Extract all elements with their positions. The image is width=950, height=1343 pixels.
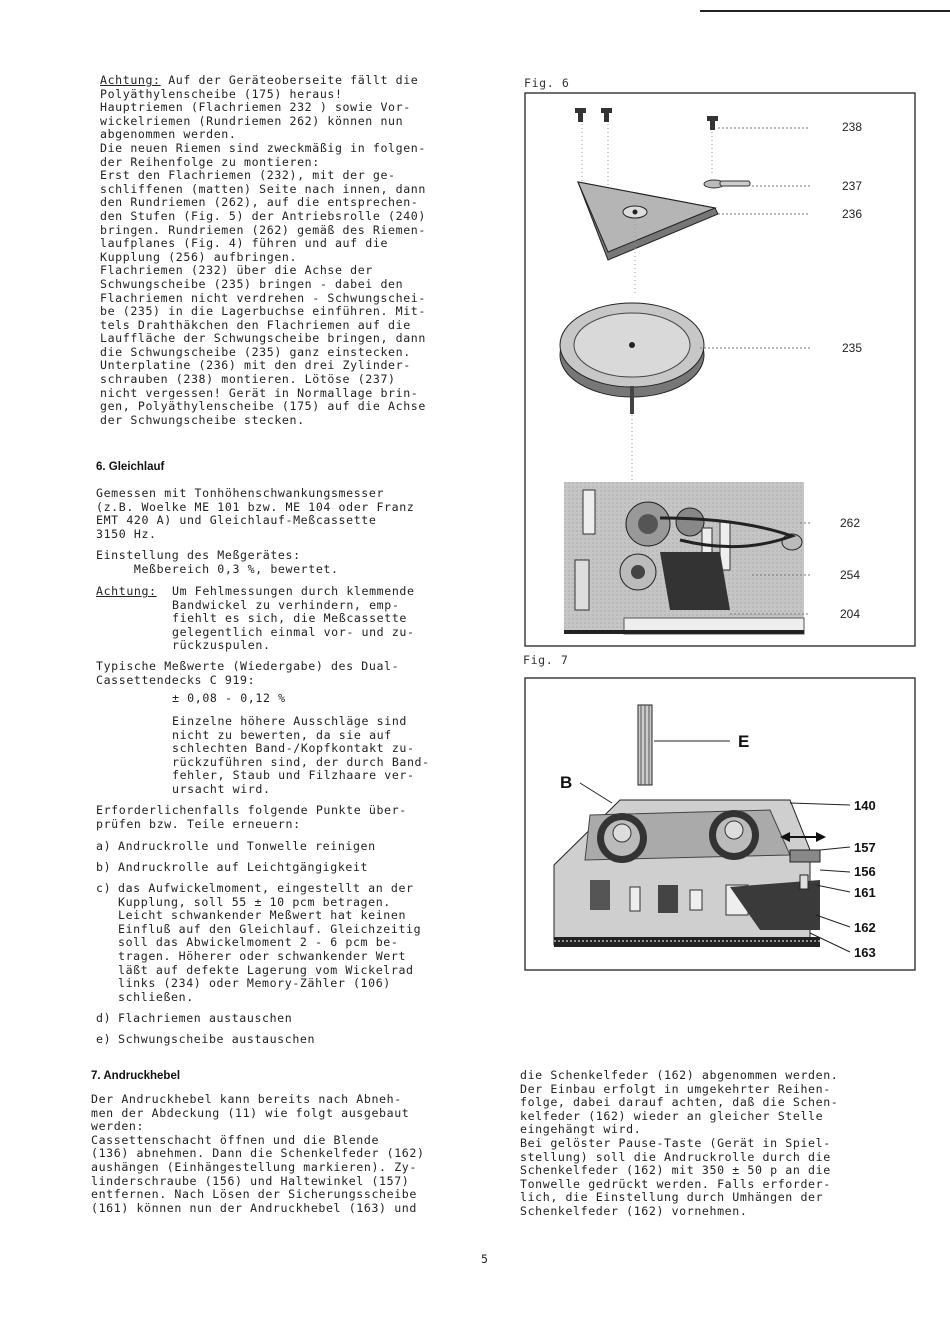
label-b: B: [560, 773, 573, 792]
andruckhebel-text-continued: die Schenkelfeder (162) abgenommen werden. Der Einbau erfolgt in umgekehrter Reihen- folge, dabei darauf achten, daß die Schen- kelfeder (162) wieder an gleicher Stelle eingehängt wird. Bei gelöster Pause-Taste (Gerät in Spiel- stellung) soll die Andruckrolle durch die Schenkelfeder (162) mit 350 ± 50 p an die Tonwelle gedrückt werden. Falls erforder- lich, die Einstellung durch Umhängen der Schenkelfeder (162) vornehmen.: [520, 1068, 839, 1218]
list-item-a-text: Andruckrolle und Tonwelle reinigen: [118, 839, 376, 853]
label-163: 163: [854, 945, 876, 960]
fig7-caption: Fig. 7: [523, 653, 569, 667]
section-7-heading: 7. Andruckhebel: [91, 1070, 181, 1082]
section-intro-text: [100, 74, 426, 427]
list-item-e-text: Schwungscheibe austauschen: [118, 1032, 316, 1046]
label-157: 157: [854, 840, 876, 855]
page-number: 5: [481, 1252, 489, 1266]
gleichlauf-achtung-text: Um Fehlmessungen durch klemmende Bandwickel zu verhindern, emp- fiehlt es sich, die Meßcassette gelegentlich einmal vor- und zu- rückzuspulen.: [172, 584, 415, 653]
label-235: 235: [842, 341, 863, 355]
label-e: E: [738, 732, 750, 751]
list-item-d: d): [96, 1011, 112, 1025]
label-156: 156: [854, 864, 876, 879]
label-140: 140: [854, 798, 876, 813]
chassis-photo: [554, 800, 820, 947]
top-rule: [700, 10, 950, 12]
list-item-a: a): [96, 839, 112, 853]
label-238: 238: [842, 120, 863, 134]
section-6-heading: 6. Gleichlauf: [96, 461, 165, 473]
typical-values-intro: Typische Meßwerte (Wiedergabe) des Dual- Cassettendecks C 919:: [96, 659, 400, 687]
list-item-c-text: das Aufwickelmoment, eingestellt an der Kupplung, soll 55 ± 10 pcm betragen. Leicht schwankender Meßwert hat keinen Einfluß auf den Gleichlauf. Gleichzeitig soll das Abwickelmoment 2 - 6 pcm be- tragen. Höherer oder schwankender Wert läßt auf defekte Lagerung vom Wickelrad links (234) oder Memory-Zähler (106) schließen.: [118, 881, 422, 1004]
label-162: 162: [854, 920, 876, 935]
label-204: 204: [840, 607, 861, 621]
fig6-exploded-view: [520, 90, 920, 650]
capstan-e-icon: [638, 705, 652, 785]
fig6-caption: Fig. 6: [524, 76, 570, 90]
list-item-b: b): [96, 860, 112, 874]
label-236: 236: [842, 207, 863, 221]
fig7-pressure-lever-view: [520, 675, 920, 975]
check-intro: Erforderlichenfalls folgende Punkte über- prüfen bzw. Teile erneuern:: [96, 803, 407, 831]
capstan-mechanism-photo: [564, 482, 804, 634]
belt-instructions: Polyäthylenscheibe (175) heraus! Hauptriemen (Flachriemen 232 ) sowie Vor- wickelriemen (Rundriemen 262) können nun abgenommen werden. Die neuen Riemen sind zweckmäßig in folgen- der Reihenfolge zu montieren: Erst den Flachriemen (232), mit der ge- schliffenen (matten) Seite nach innen, dann den Rundriemen (262), auf die entsprechen- den Stufen (Fig. 5) der Antriebsrolle (240) bringen. Rundriemen (262) gemäß des Riemen- laufplanes (Fig. 4) führen und auf die Kupplung (256) aufbringen. Flachriemen (232) über die Achse der Schwungscheibe (235) bringen - dabei den Flachriemen nicht verdrehen - Schwungschei- be (235) in die Lagerbuchse einführen. Mit- tels Drahthäkchen den Flachriemen auf die Lauffläche der Schwungscheibe bringen, dann die Schwungscheibe (235) ganz einstecken. Unterplatine (236) mit den drei Zylinder- schrauben (238) montieren. Lötöse (237) nicht vergessen! Gerät in Normallage brin- gen, Polyäthylenscheibe (175) auf die Achse der Schwungscheibe stecken.: [100, 86, 426, 427]
label-161: 161: [854, 885, 876, 900]
gleichlauf-achtung-label: Achtung:: [96, 584, 157, 598]
label-237: 237: [842, 179, 863, 193]
typical-values-note: Einzelne höhere Ausschläge sind nicht zu bewerten, da sie auf schlechten Band-/Kopfkontakt zu- rückzuführen sind, der durch Band- fehler, Staub und Filzhaare ver- ursacht wird.: [172, 714, 430, 796]
list-item-c: c): [96, 881, 112, 895]
label-254: 254: [840, 568, 861, 582]
gleichlauf-measuring: Gemessen mit Tonhöhenschwankungsmesser (z.B. Woelke ME 101 bzw. ME 104 oder Franz EMT 420 A) und Gleichlauf-Meßcassette 3150 Hz.: [96, 486, 415, 541]
gleichlauf-setting: Einstellung des Meßgerätes: Meßbereich 0,3 %, bewertet.: [96, 548, 339, 576]
achtung-text: Auf der Geräteoberseite fällt die: [160, 73, 419, 87]
list-item-d-text: Flachriemen austauschen: [118, 1011, 293, 1025]
label-262: 262: [840, 516, 861, 530]
andruckhebel-text: Der Andruckhebel kann bereits nach Abneh- men der Abdeckung (11) wie folgt ausgebaut werden: Cassettenschacht öffnen und die Blende (136) abnehmen. Dann die Schenkelfeder (162) aushängen (Einhängestellung markieren). Zy- linderschraube (156) und Haltewinkel (157) entfernen. Nach Lösen der Sicherungsscheibe (161) können nun der Andruckhebel (163) und: [91, 1092, 425, 1215]
typical-values: ± 0,08 - 0,12 %: [172, 691, 286, 705]
list-item-b-text: Andruckrolle auf Leichtgängigkeit: [118, 860, 369, 874]
achtung-label: Achtung:: [100, 73, 161, 87]
list-item-e: e): [96, 1032, 112, 1046]
